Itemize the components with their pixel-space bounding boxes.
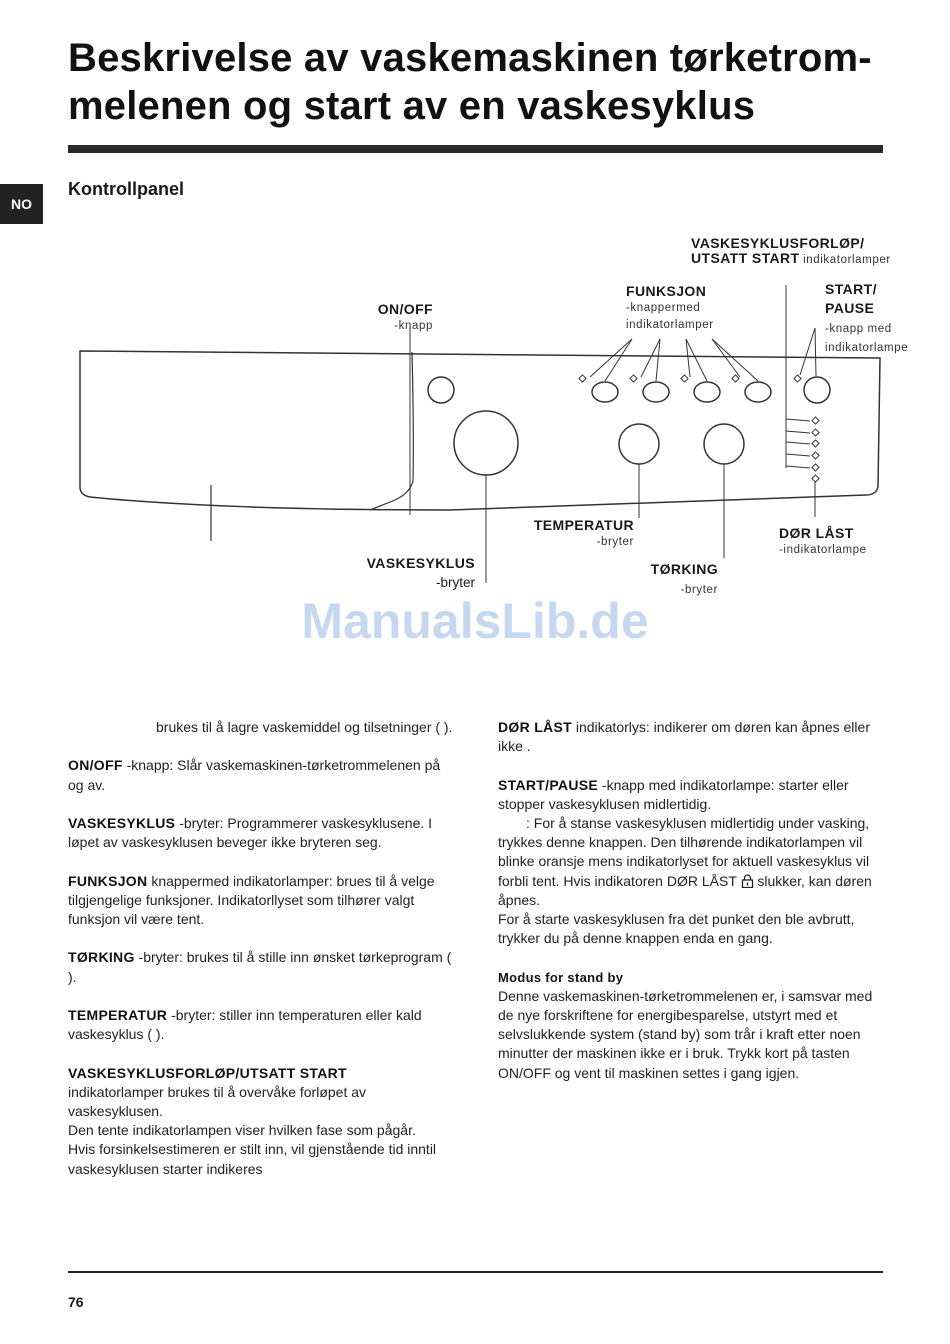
pause-paragraph: : For å stanse vaskesyklusen midlertidig under vasking, trykkes denne knappen. Den tilhørende indikatorlampen vil blinke oransje mens indikatorlyset for aktuell vaskesyklus vil forbli tent. Hvis indikatoren DØR LÅST slukker, kan døren åpnes. [498,815,872,908]
label-progress: VASKESYKLUSFORLØP/ UTSATT START indikatorlamper [691,235,891,266]
function-led-2 [630,375,637,382]
function-paragraph: FUNKSJON knappermed indikatorlamper: brues til å velge tilgjengelige funksjoner. Indikatorllyset som tilhører valgt funksjon vil være tent. [68,872,435,927]
language-tab: NO [0,184,43,224]
door-lock-led [812,475,819,482]
label-function: FUNKSJON -knappermed indikatorlamper [626,283,714,331]
function-button-2 [643,382,669,402]
page-title: Beskrivelse av vaskemaskinen tørketrom-melenen og start av en vaskesyklus [68,36,872,128]
resume-paragraph: For å starte vaskesyklusen fra det punket den ble avbrutt, trykker du på denne knappen enda en gang. [498,911,855,947]
wash-cycle-paragraph: VASKESYKLUS -bryter: Programmerer vaskesyklusene. I løpet av vaskesyklusen beveger ikke bryteren seg. [68,814,433,851]
progress-paragraph: VASKESYKLUSFORLØP/UTSATT START indikatorlamper brukes til å overvåke forløpet av vaskesyklusen. Den tente indikatorlampen viser hvilken fase som pågår. Hvis forsinkelsestimeren er stilt inn, vil gjenstående tid inntil vaskesyklusen starter indikeres [68,1064,437,1177]
temperature-paragraph: TEMPERATUR -bryter: stiller inn temperaturen eller kald vaskesyklus ( ). [68,1006,422,1043]
progress-led-2 [812,429,819,436]
onoff-button [428,377,454,403]
function-button-1 [592,382,618,402]
label-onoff: ON/OFF -knapp [377,301,433,332]
function-button-3 [694,382,720,402]
door-lock-paragraph: DØR LÅST indikatorlys: indikerer om døren kan åpnes eller ikke . [498,719,870,755]
panel-outline [80,351,880,510]
drawer-paragraph: brukes til å lagre vaskemiddel og tilsetninger ( ). [156,719,453,735]
label-drying: TØRKING -bryter [650,561,718,596]
start-pause-led [794,375,801,382]
function-led-4 [732,375,739,382]
progress-led-4 [812,452,819,459]
function-button-4 [745,382,771,402]
title-divider [68,145,883,153]
drying-paragraph: TØRKING -bryter: brukes til å stille inn ønsket tørkeprogram ( ). [68,949,452,985]
label-temperature: TEMPERATUR -bryter [533,517,634,548]
onoff-paragraph: ON/OFF -knapp: Slår vaskemaskinen-tørketrommelenen på og av. [68,757,441,793]
label-door-lock: DØR LÅST -indikatorlampe [779,525,867,556]
progress-led-5 [812,464,819,471]
temperature-dial [619,424,659,464]
watermark: ManualsLib.de [301,593,649,649]
lock-icon [741,874,754,888]
progress-led-1 [812,417,819,424]
page-number: 76 [68,1294,84,1310]
footer-divider [68,1271,883,1273]
drawer-separator [370,352,413,510]
drying-dial [704,424,744,464]
wash-cycle-dial [454,411,518,475]
standby-paragraph: Modus for stand by Denne vaskemaskinen-tørketrommelenen er, i samsvar med de nye forskriftene for energibesparelse, utstyrt med et selvslukkende system (stand by) som trår i kraft etter noen minutter der maskinen ikke er i bruk. Trykk kort på tasten ON/OFF og vent til maskinen settes i gang igjen. [498,969,873,1081]
function-led-1 [579,375,586,382]
progress-led-3 [812,440,819,447]
right-column [498,718,881,1083]
section-title: Kontrollpanel [68,179,184,199]
start-pause-paragraph: START/PAUSE -knapp med indikatorlampe: starter eller stopper vaskesyklusen midlertidig. [498,776,849,812]
label-start-pause: START/ PAUSE -knapp med indikatorlampe [825,281,909,354]
left-column [68,718,453,1179]
label-wash-cycle: VASKESYKLUS -bryter [366,555,475,590]
start-pause-button [804,377,830,403]
function-led-3 [681,375,688,382]
